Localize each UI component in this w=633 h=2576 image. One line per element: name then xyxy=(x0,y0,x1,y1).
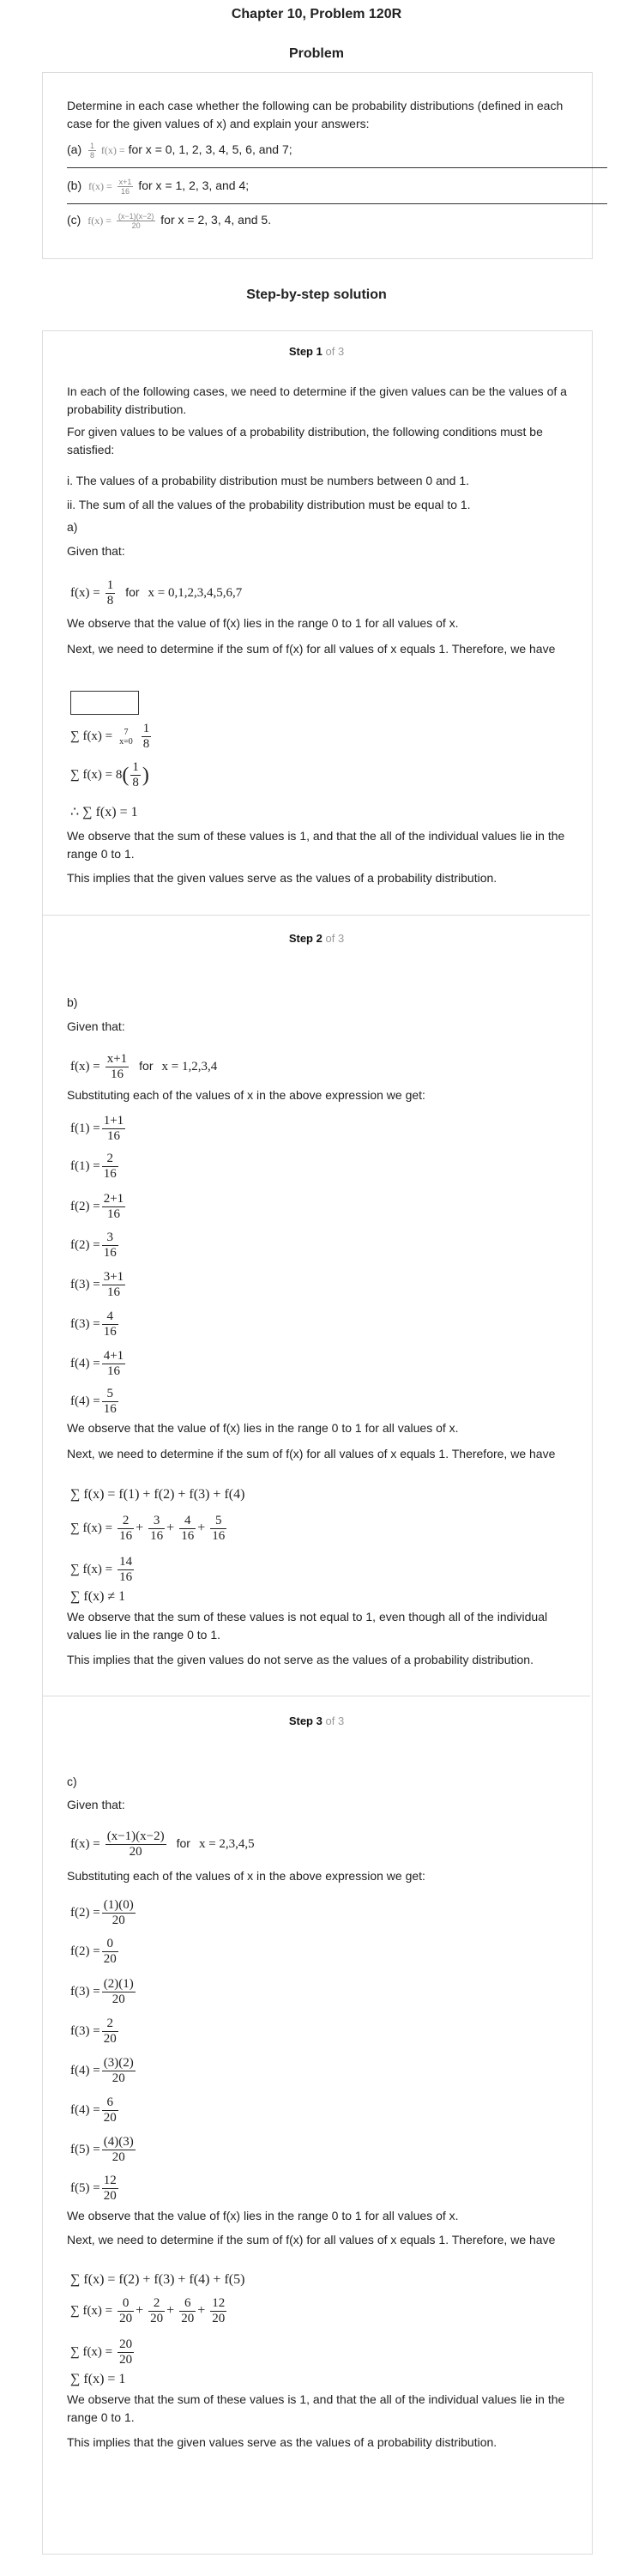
numerator: 5 xyxy=(210,1514,226,1529)
step3-sum-2: ∑ f(x) = $\frac{0}{20}$ + $\frac{2}{20}$ + $\frac{6}{20}$ + $\frac{12}{20}$ xyxy=(70,2296,226,2325)
step-word: Step xyxy=(288,932,313,945)
step3-eval xyxy=(70,2017,120,2047)
step3-part-label: c) xyxy=(67,1775,77,1788)
numerator: 2 xyxy=(118,1514,134,1529)
numerator: 5 xyxy=(102,1387,118,1402)
part-domain: for x = 2, 3, 4, and 5. xyxy=(160,213,272,227)
denominator: 16 xyxy=(106,1285,120,1299)
step2-observe: We observe that the value of f(x) lies in the range 0 to 1 for all values of x. xyxy=(67,1421,459,1435)
eval-lhs: f(2) = xyxy=(70,1238,100,1253)
step-3-header xyxy=(43,1714,590,1727)
step-2-header xyxy=(43,932,590,945)
step2-conclusion-1: We observe that the sum of these values is not equal to 1, even though all of the individual values lie in the range 0 to 1. xyxy=(67,1610,548,1642)
step2-part-label: b) xyxy=(67,995,78,1009)
denominator: 16 xyxy=(106,1207,120,1221)
numerator: 1 xyxy=(90,142,95,150)
eval-fraction xyxy=(102,1387,118,1417)
step3-eval xyxy=(70,2095,120,2126)
step2-eval xyxy=(70,1152,120,1182)
numerator: 0 xyxy=(102,1937,118,1952)
denominator: 16 xyxy=(212,1529,226,1543)
step2-definition xyxy=(70,1052,217,1082)
eval-fraction xyxy=(102,1898,136,1928)
solution-card xyxy=(42,330,593,2555)
denominator: 16 xyxy=(103,1325,117,1339)
step3-definition xyxy=(70,1829,255,1859)
denominator: 20 xyxy=(119,2312,133,2325)
eval-fraction xyxy=(102,2056,136,2086)
sum-limits xyxy=(118,728,135,747)
part-domain: for x = 0, 1, 2, 3, 4, 5, 6, and 7; xyxy=(128,142,292,157)
part-label: (b) xyxy=(67,178,82,193)
step2-next: Next, we need to determine if the sum of f(x) for all values of x equals 1. Therefore, we have xyxy=(67,1447,556,1460)
numerator: 1 xyxy=(142,722,150,735)
sum-fraction xyxy=(130,760,141,790)
step3-sum-3 xyxy=(70,2337,136,2367)
denominator: 16 xyxy=(119,1570,133,1584)
denominator: 8 xyxy=(142,737,150,751)
numerator: 20 xyxy=(119,2337,133,2351)
denominator: 20 xyxy=(212,2312,226,2325)
for-word: for xyxy=(139,1059,154,1073)
step3-eval xyxy=(70,1937,120,1967)
domain: x = 2,3,4,5 xyxy=(198,1837,255,1852)
step2-eval xyxy=(70,1231,120,1261)
fx-label: f(x) = xyxy=(70,1060,100,1074)
eval-lhs: f(5) = xyxy=(70,2143,100,2157)
step3-given: Given that: xyxy=(67,1798,125,1811)
step3-eval xyxy=(70,1977,137,2007)
step2-eval xyxy=(70,1192,127,1222)
denominator: 16 xyxy=(150,1529,164,1543)
sum-upper: 7 xyxy=(124,727,129,737)
numerator: 12 xyxy=(212,2296,226,2310)
eval-lhs: f(3) = xyxy=(70,1317,100,1332)
step-word: Step xyxy=(288,345,313,358)
denominator: 16 xyxy=(181,1529,195,1543)
sum-lower: x=0 xyxy=(119,736,133,747)
eval-fraction xyxy=(102,2017,118,2047)
chapter-title: Chapter 10, Problem 120R xyxy=(231,7,402,21)
sum-term xyxy=(179,1514,196,1544)
problem-part-c xyxy=(67,212,271,230)
step2-conclusion-2: This implies that the given values do not serve as the values of a probability distribution. xyxy=(67,1653,534,1666)
numerator: (x−1)(x−2) xyxy=(118,212,154,221)
step3-eval xyxy=(70,2174,120,2204)
denominator: 20 xyxy=(131,221,141,230)
definition-fraction xyxy=(106,1052,129,1082)
part-fraction xyxy=(117,212,156,230)
sum-term xyxy=(210,1514,226,1544)
part-fx: f(x) = xyxy=(100,144,125,157)
eval-fraction xyxy=(102,1309,118,1339)
step1-observe: We observe that the value of f(x) lies in the range 0 to 1 for all values of x. xyxy=(67,616,459,630)
denominator: 20 xyxy=(103,2032,117,2046)
eval-lhs: f(4) = xyxy=(70,2103,100,2118)
for-word: for xyxy=(125,585,140,600)
numerator: 1 xyxy=(132,760,139,774)
numerator: 3 xyxy=(102,1231,118,1246)
fx-label: f(x) = xyxy=(70,586,100,601)
sum-term xyxy=(118,2296,134,2326)
step2-sum-1: ∑ f(x) = f(1) + f(2) + f(3) + f(4) xyxy=(70,1487,245,1502)
step3-sum-4: ∑ f(x) = 1 xyxy=(70,2372,126,2386)
step3-conclusion-2: This implies that the given values serve as the values of a probability distribution. xyxy=(67,2435,497,2449)
step1-condition-2: ii. The sum of all the values of the probability distribution must be equal to 1. xyxy=(67,498,471,511)
step1-definition xyxy=(70,578,242,608)
eval-lhs: f(2) = xyxy=(70,1200,100,1214)
denominator: 16 xyxy=(119,1529,133,1543)
sum-lhs: ∑ f(x) = xyxy=(70,2304,113,2319)
part-fx: f(x) = xyxy=(87,215,112,227)
numerator: 6 xyxy=(179,2296,196,2312)
sum-lhs: ∑ f(x) = xyxy=(70,1521,113,1536)
sum-term xyxy=(148,1514,165,1544)
numerator: (x−1)(x−2) xyxy=(106,1829,165,1843)
definition-fraction xyxy=(106,578,116,608)
step3-next: Next, we need to determine if the sum of f(x) for all values of x equals 1. Therefore, we have xyxy=(67,2233,556,2246)
denominator: 20 xyxy=(181,2312,195,2325)
denominator: 16 xyxy=(121,187,130,196)
for-word: for xyxy=(176,1836,190,1851)
numerator: 4 xyxy=(102,1309,118,1325)
numerator: 4 xyxy=(179,1514,196,1529)
step3-substituting: Substituting each of the values of x in the above expression we get: xyxy=(67,1869,425,1883)
step1-condition-1: i. The values of a probability distribution must be numbers between 0 and 1. xyxy=(67,474,470,487)
part-label: (c) xyxy=(67,213,81,227)
step2-eval xyxy=(70,1270,127,1300)
step3-eval xyxy=(70,2135,137,2165)
eval-fraction xyxy=(102,2135,136,2165)
denominator: 16 xyxy=(110,1067,124,1081)
step-of-total: of 3 xyxy=(325,932,345,945)
step2-substituting: Substituting each of the values of x in the above expression we get: xyxy=(67,1088,425,1102)
eval-fraction xyxy=(102,1977,136,2007)
step1-part-label: a) xyxy=(67,520,78,534)
numerator: 3+1 xyxy=(103,1270,124,1284)
step2-sum-2: ∑ f(x) = $\frac{2}{16}$ + $\frac{3}{16}$ + $\frac{4}{16}$ + $\frac{5}{16}$ xyxy=(70,1514,226,1543)
problem-part-b xyxy=(67,178,249,196)
eval-fraction xyxy=(102,1270,125,1300)
eval-lhs: f(1) = xyxy=(70,1159,100,1174)
denominator: 20 xyxy=(129,1845,142,1859)
step1-conditions-intro: For given values to be values of a probability distribution, the following conditions must be satisfied: xyxy=(67,425,543,457)
problem-intro: Determine in each case whether the following can be probability distributions (defined in each case for the given values of x) and explain your answers: xyxy=(67,99,564,130)
step1-sum-2: ∑ f(x) = 8( $\frac{1}{8}$ ) xyxy=(70,760,149,789)
numerator: 2 xyxy=(102,1152,118,1167)
numerator: (1)(0) xyxy=(103,1898,134,1912)
numerator: (4)(3) xyxy=(103,2135,134,2149)
domain: x = 0,1,2,3,4,5,6,7 xyxy=(148,586,243,601)
empty-input-box xyxy=(70,691,139,715)
numerator: 4+1 xyxy=(103,1349,124,1363)
step2-eval xyxy=(70,1387,120,1417)
eval-fraction xyxy=(102,1114,125,1144)
step-number: 1 xyxy=(316,345,323,358)
numerator: 0 xyxy=(118,2296,134,2312)
sum-lhs: ∑ f(x) = xyxy=(70,2345,113,2360)
eval-fraction xyxy=(102,1231,118,1261)
numerator: 2 xyxy=(148,2296,165,2312)
step1-conclusion-1: We observe that the sum of these values is 1, and that the all of the individual values lie in the range 0 to 1. xyxy=(67,829,565,861)
denominator: 20 xyxy=(112,1914,125,1927)
numerator: 2+1 xyxy=(103,1192,124,1206)
step1-next: Next, we need to determine if the sum of f(x) for all values of x equals 1. Therefore, we have xyxy=(67,642,556,656)
step2-sum-4: ∑ f(x) ≠ 1 xyxy=(70,1589,126,1604)
sum-fraction xyxy=(118,1555,134,1585)
denominator: 16 xyxy=(103,1246,117,1260)
sum-fraction xyxy=(142,722,152,752)
numerator: x+1 xyxy=(106,1052,128,1066)
numerator: 6 xyxy=(102,2095,118,2111)
step1-given: Given that: xyxy=(67,544,125,558)
denominator: 16 xyxy=(103,1167,117,1181)
domain: x = 1,2,3,4 xyxy=(161,1060,218,1074)
eval-fraction xyxy=(102,1937,118,1967)
step3-conclusion-1: We observe that the sum of these values is 1, and that the all of the individual values lie in the range 0 to 1. xyxy=(67,2392,565,2424)
denominator: 20 xyxy=(112,1992,125,2006)
part-domain: for x = 1, 2, 3, and 4; xyxy=(138,178,250,193)
step1-sum-1 xyxy=(70,722,153,752)
step2-sum-3 xyxy=(70,1555,136,1585)
eval-lhs: f(3) = xyxy=(70,2024,100,2039)
denominator: 20 xyxy=(112,2071,125,2085)
step-number: 3 xyxy=(316,1714,323,1727)
eval-lhs: f(4) = xyxy=(70,2064,100,2078)
eval-lhs: f(4) = xyxy=(70,1357,100,1371)
step-word: Step xyxy=(288,1714,313,1727)
step2-given: Given that: xyxy=(67,1019,125,1033)
denominator: 20 xyxy=(150,2312,164,2325)
eval-fraction xyxy=(102,2174,118,2204)
denominator: 20 xyxy=(112,2150,125,2164)
step-of-total: of 3 xyxy=(325,345,345,358)
numerator: 1 xyxy=(106,578,114,592)
eval-lhs: f(3) = xyxy=(70,1985,100,1999)
problem-card xyxy=(42,72,593,259)
part-label: (a) xyxy=(67,142,82,157)
denominator: 16 xyxy=(106,1364,120,1378)
denominator: 20 xyxy=(119,2353,133,2367)
eval-fraction xyxy=(102,2095,118,2126)
part-fraction xyxy=(118,178,134,196)
step2-eval xyxy=(70,1349,127,1379)
denominator: 20 xyxy=(103,2189,117,2203)
numerator: 12 xyxy=(103,2174,117,2187)
step2-eval xyxy=(70,1114,127,1144)
eval-fraction xyxy=(102,1349,125,1379)
step-1-header xyxy=(43,345,590,358)
step-divider xyxy=(43,915,590,916)
step-number: 2 xyxy=(316,932,323,945)
sum-term xyxy=(118,1514,134,1544)
problem-part-a xyxy=(67,142,292,160)
numerator: x+1 xyxy=(118,178,132,186)
eval-lhs: f(4) = xyxy=(70,1394,100,1409)
separator-line xyxy=(67,167,607,168)
denominator: 8 xyxy=(106,594,114,608)
eval-lhs: f(2) = xyxy=(70,1944,100,1959)
sum-fraction xyxy=(118,2337,134,2367)
step1-sum-3: ∴ ∑ f(x) = 1 xyxy=(70,805,138,819)
step-of-total: of 3 xyxy=(325,1714,345,1727)
denominator: 8 xyxy=(132,776,139,789)
step3-observe: We observe that the value of f(x) lies in the range 0 to 1 for all values of x. xyxy=(67,2209,459,2222)
sum-lhs: ∑ f(x) = xyxy=(70,729,113,744)
sum-lhs: ∑ f(x) = xyxy=(70,1563,113,1577)
eval-fraction xyxy=(102,1152,118,1182)
denominator: 8 xyxy=(90,151,95,160)
denominator: 16 xyxy=(106,1129,120,1143)
denominator: 20 xyxy=(103,1952,117,1966)
fx-label: f(x) = xyxy=(70,1837,100,1852)
step3-eval xyxy=(70,2056,137,2086)
solution-heading: Step-by-step solution xyxy=(246,287,387,302)
sum-term xyxy=(179,2296,196,2326)
sum-term xyxy=(210,2296,226,2326)
step1-conclusion-2: This implies that the given values serve as the values of a probability distribution. xyxy=(67,871,497,885)
eval-lhs: f(3) = xyxy=(70,1278,100,1292)
denominator: 20 xyxy=(103,2111,117,2125)
eval-lhs: f(5) = xyxy=(70,2181,100,2196)
problem-heading: Problem xyxy=(288,46,344,61)
numerator: (3)(2) xyxy=(103,2056,134,2070)
part-fraction xyxy=(88,142,96,160)
sum-lhs: ∑ f(x) = 8 xyxy=(70,768,123,783)
eval-fraction xyxy=(102,1192,125,1222)
numerator: 2 xyxy=(102,2017,118,2032)
numerator: (2)(1) xyxy=(103,1977,134,1991)
eval-lhs: f(1) = xyxy=(70,1122,100,1136)
numerator: 1+1 xyxy=(103,1114,124,1128)
step3-sum-1: ∑ f(x) = f(2) + f(3) + f(4) + f(5) xyxy=(70,2272,245,2287)
step3-eval xyxy=(70,1898,137,1928)
step1-intro: In each of the following cases, we need to determine if the given values can be the values of a probability distribution. xyxy=(67,384,567,416)
eval-lhs: f(2) = xyxy=(70,1906,100,1920)
step2-eval xyxy=(70,1309,120,1339)
numerator: 3 xyxy=(148,1514,165,1529)
denominator: 16 xyxy=(103,1402,117,1416)
numerator: 14 xyxy=(119,1555,133,1569)
sum-term xyxy=(148,2296,165,2326)
separator-line xyxy=(67,203,607,204)
definition-fraction xyxy=(106,1829,166,1859)
part-fx: f(x) = xyxy=(88,180,112,193)
